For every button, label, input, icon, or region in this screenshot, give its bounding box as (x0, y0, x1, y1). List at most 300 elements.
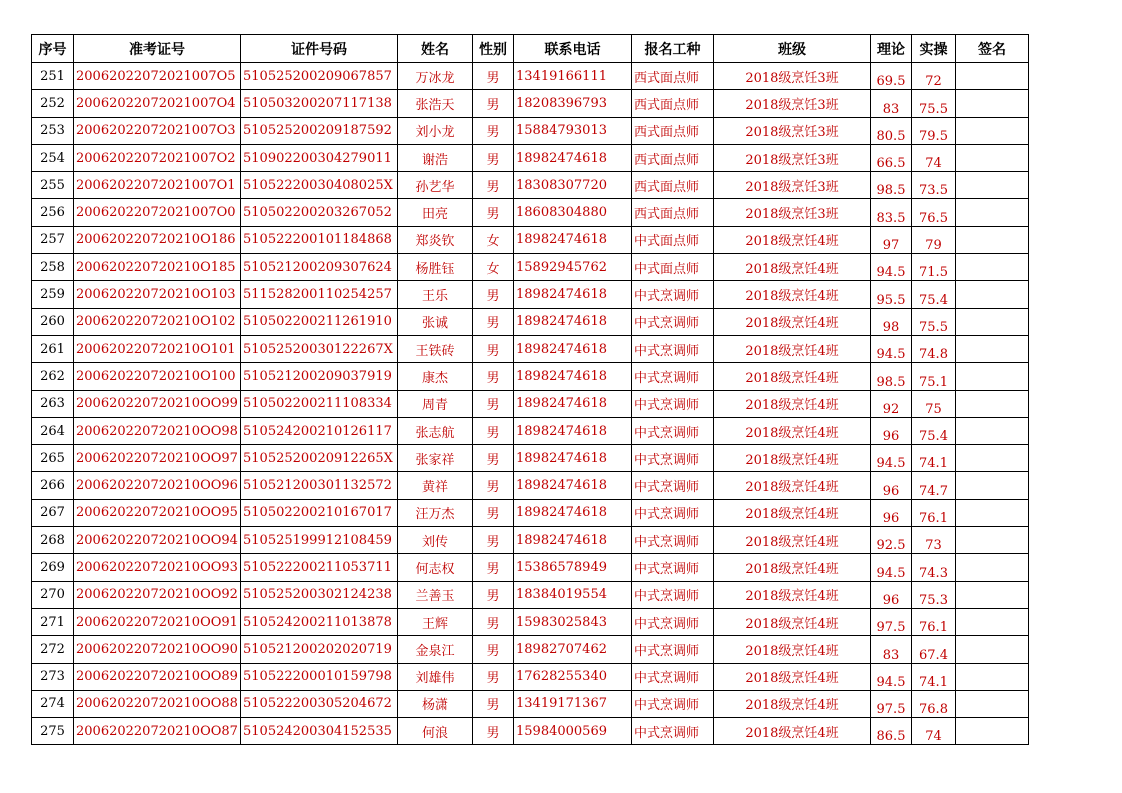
cell-class: 2018级烹饪4班 (714, 499, 871, 526)
cell-seq: 264 (32, 417, 74, 444)
cell-seq: 256 (32, 199, 74, 226)
cell-class: 2018级烹饪4班 (714, 663, 871, 690)
cell-practice: 74.1 (912, 445, 956, 472)
cell-seq: 269 (32, 554, 74, 581)
cell-gender: 男 (473, 663, 514, 690)
cell-gender: 男 (473, 144, 514, 171)
cell-seq: 270 (32, 581, 74, 608)
cell-theory: 94.5 (871, 663, 912, 690)
cell-id-no: 510525200302124238 (241, 581, 398, 608)
cell-name: 何浪 (398, 718, 473, 745)
cell-theory: 66.5 (871, 144, 912, 171)
header-theory: 理论 (871, 35, 912, 63)
cell-exam-no: 200620220720210OO92 (74, 581, 241, 608)
roster-table (31, 34, 1029, 745)
cell-sign (956, 226, 1029, 253)
table-row (32, 718, 1029, 745)
cell-id-no: 510522200101184868 (241, 226, 398, 253)
cell-exam-no: 200620220720210OO99 (74, 390, 241, 417)
cell-job: 西式面点师 (632, 199, 714, 226)
cell-job: 中式烹调师 (632, 581, 714, 608)
cell-theory: 98.5 (871, 172, 912, 199)
cell-exam-no: 200620220720210OO95 (74, 499, 241, 526)
table-row (32, 363, 1029, 390)
cell-job: 中式烹调师 (632, 554, 714, 581)
cell-job: 中式烹调师 (632, 390, 714, 417)
cell-exam-no: 200620220720210OO98 (74, 417, 241, 444)
cell-gender: 男 (473, 199, 514, 226)
cell-theory: 83 (871, 636, 912, 663)
cell-practice: 75.5 (912, 308, 956, 335)
cell-id-no: 51052520030122267X (241, 335, 398, 362)
cell-practice: 75.3 (912, 581, 956, 608)
cell-phone: 15884793013 (514, 117, 632, 144)
cell-seq: 261 (32, 335, 74, 362)
table-row (32, 144, 1029, 171)
cell-class: 2018级烹饪4班 (714, 308, 871, 335)
cell-seq: 275 (32, 718, 74, 745)
cell-phone: 15386578949 (514, 554, 632, 581)
table-row (32, 90, 1029, 117)
table-row (32, 663, 1029, 690)
cell-sign (956, 63, 1029, 90)
cell-exam-no: 200620220720210O101 (74, 335, 241, 362)
cell-gender: 男 (473, 527, 514, 554)
cell-seq: 266 (32, 472, 74, 499)
cell-class: 2018级烹饪4班 (714, 608, 871, 635)
cell-practice: 73 (912, 527, 956, 554)
cell-theory: 83 (871, 90, 912, 117)
cell-theory: 95.5 (871, 281, 912, 308)
header-practice: 实操 (912, 35, 956, 63)
cell-id-no: 510902200304279011 (241, 144, 398, 171)
cell-id-no: 510521200301132572 (241, 472, 398, 499)
cell-sign (956, 527, 1029, 554)
cell-name: 王乐 (398, 281, 473, 308)
cell-phone: 18982474618 (514, 308, 632, 335)
cell-exam-no: 200620220720210OO90 (74, 636, 241, 663)
cell-phone: 18982474618 (514, 335, 632, 362)
cell-job: 西式面点师 (632, 63, 714, 90)
cell-class: 2018级烹饪4班 (714, 226, 871, 253)
cell-phone: 18982474618 (514, 499, 632, 526)
cell-id-no: 510525200209067857 (241, 63, 398, 90)
cell-job: 中式烹调师 (632, 308, 714, 335)
cell-sign (956, 144, 1029, 171)
table-row (32, 335, 1029, 362)
cell-practice: 74.1 (912, 663, 956, 690)
cell-phone: 18982474618 (514, 363, 632, 390)
cell-sign (956, 608, 1029, 635)
cell-theory: 94.5 (871, 335, 912, 362)
cell-exam-no: 20062022072021007O1 (74, 172, 241, 199)
cell-id-no: 510521200209307624 (241, 254, 398, 281)
cell-phone: 18982474618 (514, 527, 632, 554)
cell-exam-no: 200620220720210O186 (74, 226, 241, 253)
cell-gender: 男 (473, 472, 514, 499)
cell-name: 田亮 (398, 199, 473, 226)
cell-practice: 79.5 (912, 117, 956, 144)
cell-class: 2018级烹饪3班 (714, 90, 871, 117)
cell-seq: 274 (32, 690, 74, 717)
cell-phone: 13419171367 (514, 690, 632, 717)
header-job: 报名工种 (632, 35, 714, 63)
cell-name: 何志权 (398, 554, 473, 581)
cell-job: 中式烹调师 (632, 281, 714, 308)
cell-sign (956, 308, 1029, 335)
cell-sign (956, 172, 1029, 199)
cell-class: 2018级烹饪4班 (714, 417, 871, 444)
cell-sign (956, 718, 1029, 745)
cell-seq: 273 (32, 663, 74, 690)
table-row (32, 390, 1029, 417)
cell-practice: 75.1 (912, 363, 956, 390)
cell-sign (956, 281, 1029, 308)
header-phone: 联系电话 (514, 35, 632, 63)
cell-phone: 18982474618 (514, 281, 632, 308)
cell-name: 杨潇 (398, 690, 473, 717)
cell-name: 王铁砖 (398, 335, 473, 362)
cell-sign (956, 554, 1029, 581)
cell-name: 周青 (398, 390, 473, 417)
header-id-no: 证件号码 (241, 35, 398, 63)
cell-theory: 96 (871, 472, 912, 499)
cell-id-no: 510525199912108459 (241, 527, 398, 554)
table-row (32, 417, 1029, 444)
cell-job: 中式烹调师 (632, 663, 714, 690)
cell-practice: 76.5 (912, 199, 956, 226)
cell-id-no: 51052520020912265X (241, 445, 398, 472)
cell-seq: 257 (32, 226, 74, 253)
cell-class: 2018级烹饪3班 (714, 199, 871, 226)
cell-job: 西式面点师 (632, 172, 714, 199)
cell-practice: 76.8 (912, 690, 956, 717)
cell-exam-no: 200620220720210O100 (74, 363, 241, 390)
cell-seq: 252 (32, 90, 74, 117)
cell-class: 2018级烹饪4班 (714, 527, 871, 554)
header-sign: 签名 (956, 35, 1029, 63)
table-row (32, 199, 1029, 226)
table-row (32, 581, 1029, 608)
cell-job: 中式烹调师 (632, 445, 714, 472)
cell-id-no: 510522200010159798 (241, 663, 398, 690)
cell-name: 郑炎钦 (398, 226, 473, 253)
cell-sign (956, 390, 1029, 417)
cell-job: 西式面点师 (632, 117, 714, 144)
cell-phone: 18982474618 (514, 417, 632, 444)
cell-theory: 96 (871, 499, 912, 526)
cell-sign (956, 117, 1029, 144)
cell-id-no: 510521200202020719 (241, 636, 398, 663)
header-class: 班级 (714, 35, 871, 63)
cell-id-no: 510502200211108334 (241, 390, 398, 417)
cell-name: 刘雄伟 (398, 663, 473, 690)
cell-practice: 75 (912, 390, 956, 417)
table-row (32, 308, 1029, 335)
cell-job: 中式烹调师 (632, 636, 714, 663)
cell-gender: 男 (473, 363, 514, 390)
cell-job: 中式烹调师 (632, 472, 714, 499)
cell-theory: 97 (871, 226, 912, 253)
table-row (32, 527, 1029, 554)
cell-gender: 男 (473, 581, 514, 608)
cell-seq: 251 (32, 63, 74, 90)
cell-exam-no: 20062022072021007O3 (74, 117, 241, 144)
cell-name: 张诚 (398, 308, 473, 335)
cell-exam-no: 200620220720210OO93 (74, 554, 241, 581)
cell-class: 2018级烹饪4班 (714, 390, 871, 417)
cell-gender: 男 (473, 636, 514, 663)
table-row (32, 445, 1029, 472)
cell-class: 2018级烹饪4班 (714, 254, 871, 281)
cell-id-no: 510524200304152535 (241, 718, 398, 745)
cell-phone: 18982707462 (514, 636, 632, 663)
cell-id-no: 510502200210167017 (241, 499, 398, 526)
cell-practice: 79 (912, 226, 956, 253)
cell-theory: 96 (871, 581, 912, 608)
cell-theory: 92 (871, 390, 912, 417)
cell-name: 王辉 (398, 608, 473, 635)
cell-id-no: 51052220030408025X (241, 172, 398, 199)
cell-sign (956, 90, 1029, 117)
cell-gender: 男 (473, 308, 514, 335)
cell-exam-no: 200620220720210OO91 (74, 608, 241, 635)
cell-gender: 女 (473, 254, 514, 281)
cell-seq: 262 (32, 363, 74, 390)
cell-job: 中式烹调师 (632, 499, 714, 526)
cell-name: 汪万杰 (398, 499, 473, 526)
cell-name: 刘传 (398, 527, 473, 554)
cell-id-no: 511528200110254257 (241, 281, 398, 308)
cell-theory: 94.5 (871, 445, 912, 472)
cell-gender: 男 (473, 335, 514, 362)
cell-practice: 76.1 (912, 608, 956, 635)
cell-exam-no: 20062022072021007O0 (74, 199, 241, 226)
cell-seq: 268 (32, 527, 74, 554)
cell-id-no: 510522200211053711 (241, 554, 398, 581)
cell-job: 西式面点师 (632, 90, 714, 117)
cell-job: 中式面点师 (632, 226, 714, 253)
cell-name: 万冰龙 (398, 63, 473, 90)
cell-gender: 男 (473, 63, 514, 90)
cell-sign (956, 690, 1029, 717)
cell-theory: 69.5 (871, 63, 912, 90)
cell-theory: 92.5 (871, 527, 912, 554)
cell-theory: 94.5 (871, 254, 912, 281)
cell-job: 中式烹调师 (632, 363, 714, 390)
cell-gender: 男 (473, 554, 514, 581)
cell-gender: 男 (473, 390, 514, 417)
cell-seq: 253 (32, 117, 74, 144)
cell-theory: 86.5 (871, 718, 912, 745)
cell-class: 2018级烹饪4班 (714, 281, 871, 308)
cell-gender: 男 (473, 718, 514, 745)
cell-gender: 女 (473, 226, 514, 253)
cell-practice: 75.4 (912, 281, 956, 308)
table-row (32, 172, 1029, 199)
cell-practice: 75.4 (912, 417, 956, 444)
cell-id-no: 510525200209187592 (241, 117, 398, 144)
cell-gender: 男 (473, 445, 514, 472)
cell-phone: 17628255340 (514, 663, 632, 690)
cell-theory: 97.5 (871, 608, 912, 635)
cell-seq: 267 (32, 499, 74, 526)
cell-theory: 83.5 (871, 199, 912, 226)
cell-exam-no: 200620220720210OO94 (74, 527, 241, 554)
cell-id-no: 510524200210126117 (241, 417, 398, 444)
cell-practice: 71.5 (912, 254, 956, 281)
table-row (32, 636, 1029, 663)
cell-id-no: 510502200211261910 (241, 308, 398, 335)
cell-sign (956, 445, 1029, 472)
cell-sign (956, 663, 1029, 690)
table-row (32, 472, 1029, 499)
table-row (32, 690, 1029, 717)
cell-name: 金泉江 (398, 636, 473, 663)
cell-seq: 254 (32, 144, 74, 171)
cell-id-no: 510521200209037919 (241, 363, 398, 390)
table-row (32, 254, 1029, 281)
cell-exam-no: 20062022072021007O4 (74, 90, 241, 117)
cell-job: 中式烹调师 (632, 527, 714, 554)
cell-exam-no: 200620220720210O185 (74, 254, 241, 281)
cell-job: 中式烹调师 (632, 417, 714, 444)
cell-seq: 265 (32, 445, 74, 472)
cell-job: 中式面点师 (632, 254, 714, 281)
cell-job: 中式烹调师 (632, 608, 714, 635)
cell-practice: 74 (912, 144, 956, 171)
cell-phone: 18982474618 (514, 144, 632, 171)
cell-sign (956, 636, 1029, 663)
cell-practice: 74.8 (912, 335, 956, 362)
cell-name: 黄祥 (398, 472, 473, 499)
header-exam-no: 准考证号 (74, 35, 241, 63)
cell-sign (956, 254, 1029, 281)
cell-exam-no: 200620220720210O102 (74, 308, 241, 335)
cell-phone: 18982474618 (514, 445, 632, 472)
cell-name: 孙艺华 (398, 172, 473, 199)
cell-job: 西式面点师 (632, 144, 714, 171)
cell-class: 2018级烹饪3班 (714, 117, 871, 144)
cell-exam-no: 20062022072021007O2 (74, 144, 241, 171)
cell-practice: 74.3 (912, 554, 956, 581)
header-row (32, 35, 1029, 63)
cell-name: 杨胜钰 (398, 254, 473, 281)
cell-name: 张志航 (398, 417, 473, 444)
cell-phone: 18982474618 (514, 472, 632, 499)
cell-gender: 男 (473, 117, 514, 144)
cell-theory: 97.5 (871, 690, 912, 717)
cell-sign (956, 199, 1029, 226)
cell-class: 2018级烹饪4班 (714, 363, 871, 390)
roster-body (32, 63, 1029, 745)
cell-gender: 男 (473, 690, 514, 717)
cell-phone: 18208396793 (514, 90, 632, 117)
cell-exam-no: 200620220720210O103 (74, 281, 241, 308)
table-row (32, 281, 1029, 308)
cell-class: 2018级烹饪4班 (714, 718, 871, 745)
cell-job: 中式烹调师 (632, 335, 714, 362)
cell-exam-no: 200620220720210OO96 (74, 472, 241, 499)
cell-gender: 男 (473, 281, 514, 308)
cell-theory: 98 (871, 308, 912, 335)
cell-id-no: 510503200207117138 (241, 90, 398, 117)
cell-name: 兰善玉 (398, 581, 473, 608)
cell-practice: 76.1 (912, 499, 956, 526)
cell-theory: 94.5 (871, 554, 912, 581)
cell-seq: 260 (32, 308, 74, 335)
cell-sign (956, 581, 1029, 608)
cell-phone: 13419166111 (514, 63, 632, 90)
cell-phone: 18384019554 (514, 581, 632, 608)
cell-theory: 80.5 (871, 117, 912, 144)
cell-class: 2018级烹饪4班 (714, 472, 871, 499)
cell-theory: 96 (871, 417, 912, 444)
cell-practice: 72 (912, 63, 956, 90)
table-row (32, 117, 1029, 144)
cell-phone: 18308307720 (514, 172, 632, 199)
header-name: 姓名 (398, 35, 473, 63)
header-seq: 序号 (32, 35, 74, 63)
cell-exam-no: 200620220720210OO87 (74, 718, 241, 745)
cell-phone: 15983025843 (514, 608, 632, 635)
cell-class: 2018级烹饪4班 (714, 335, 871, 362)
cell-gender: 男 (473, 499, 514, 526)
cell-id-no: 510522200305204672 (241, 690, 398, 717)
cell-seq: 258 (32, 254, 74, 281)
cell-seq: 271 (32, 608, 74, 635)
cell-phone: 15984000569 (514, 718, 632, 745)
cell-gender: 男 (473, 172, 514, 199)
cell-seq: 259 (32, 281, 74, 308)
header-gender: 性别 (473, 35, 514, 63)
table-row (32, 608, 1029, 635)
cell-class: 2018级烹饪4班 (714, 690, 871, 717)
cell-sign (956, 335, 1029, 362)
cell-class: 2018级烹饪3班 (714, 172, 871, 199)
table-row (32, 226, 1029, 253)
cell-phone: 15892945762 (514, 254, 632, 281)
cell-name: 刘小龙 (398, 117, 473, 144)
cell-class: 2018级烹饪4班 (714, 581, 871, 608)
cell-id-no: 510502200203267052 (241, 199, 398, 226)
cell-job: 中式烹调师 (632, 690, 714, 717)
cell-id-no: 510524200211013878 (241, 608, 398, 635)
cell-seq: 255 (32, 172, 74, 199)
cell-phone: 18982474618 (514, 226, 632, 253)
cell-practice: 74.7 (912, 472, 956, 499)
table-row (32, 554, 1029, 581)
cell-phone: 18608304880 (514, 199, 632, 226)
cell-practice: 74 (912, 718, 956, 745)
cell-exam-no: 200620220720210OO88 (74, 690, 241, 717)
cell-practice: 73.5 (912, 172, 956, 199)
cell-class: 2018级烹饪4班 (714, 445, 871, 472)
cell-name: 谢浩 (398, 144, 473, 171)
cell-theory: 98.5 (871, 363, 912, 390)
cell-name: 张家祥 (398, 445, 473, 472)
cell-seq: 272 (32, 636, 74, 663)
cell-gender: 男 (473, 608, 514, 635)
cell-seq: 263 (32, 390, 74, 417)
cell-job: 中式烹调师 (632, 718, 714, 745)
cell-sign (956, 363, 1029, 390)
cell-sign (956, 472, 1029, 499)
cell-practice: 75.5 (912, 90, 956, 117)
cell-exam-no: 20062022072021007O5 (74, 63, 241, 90)
cell-gender: 男 (473, 417, 514, 444)
table-row (32, 499, 1029, 526)
